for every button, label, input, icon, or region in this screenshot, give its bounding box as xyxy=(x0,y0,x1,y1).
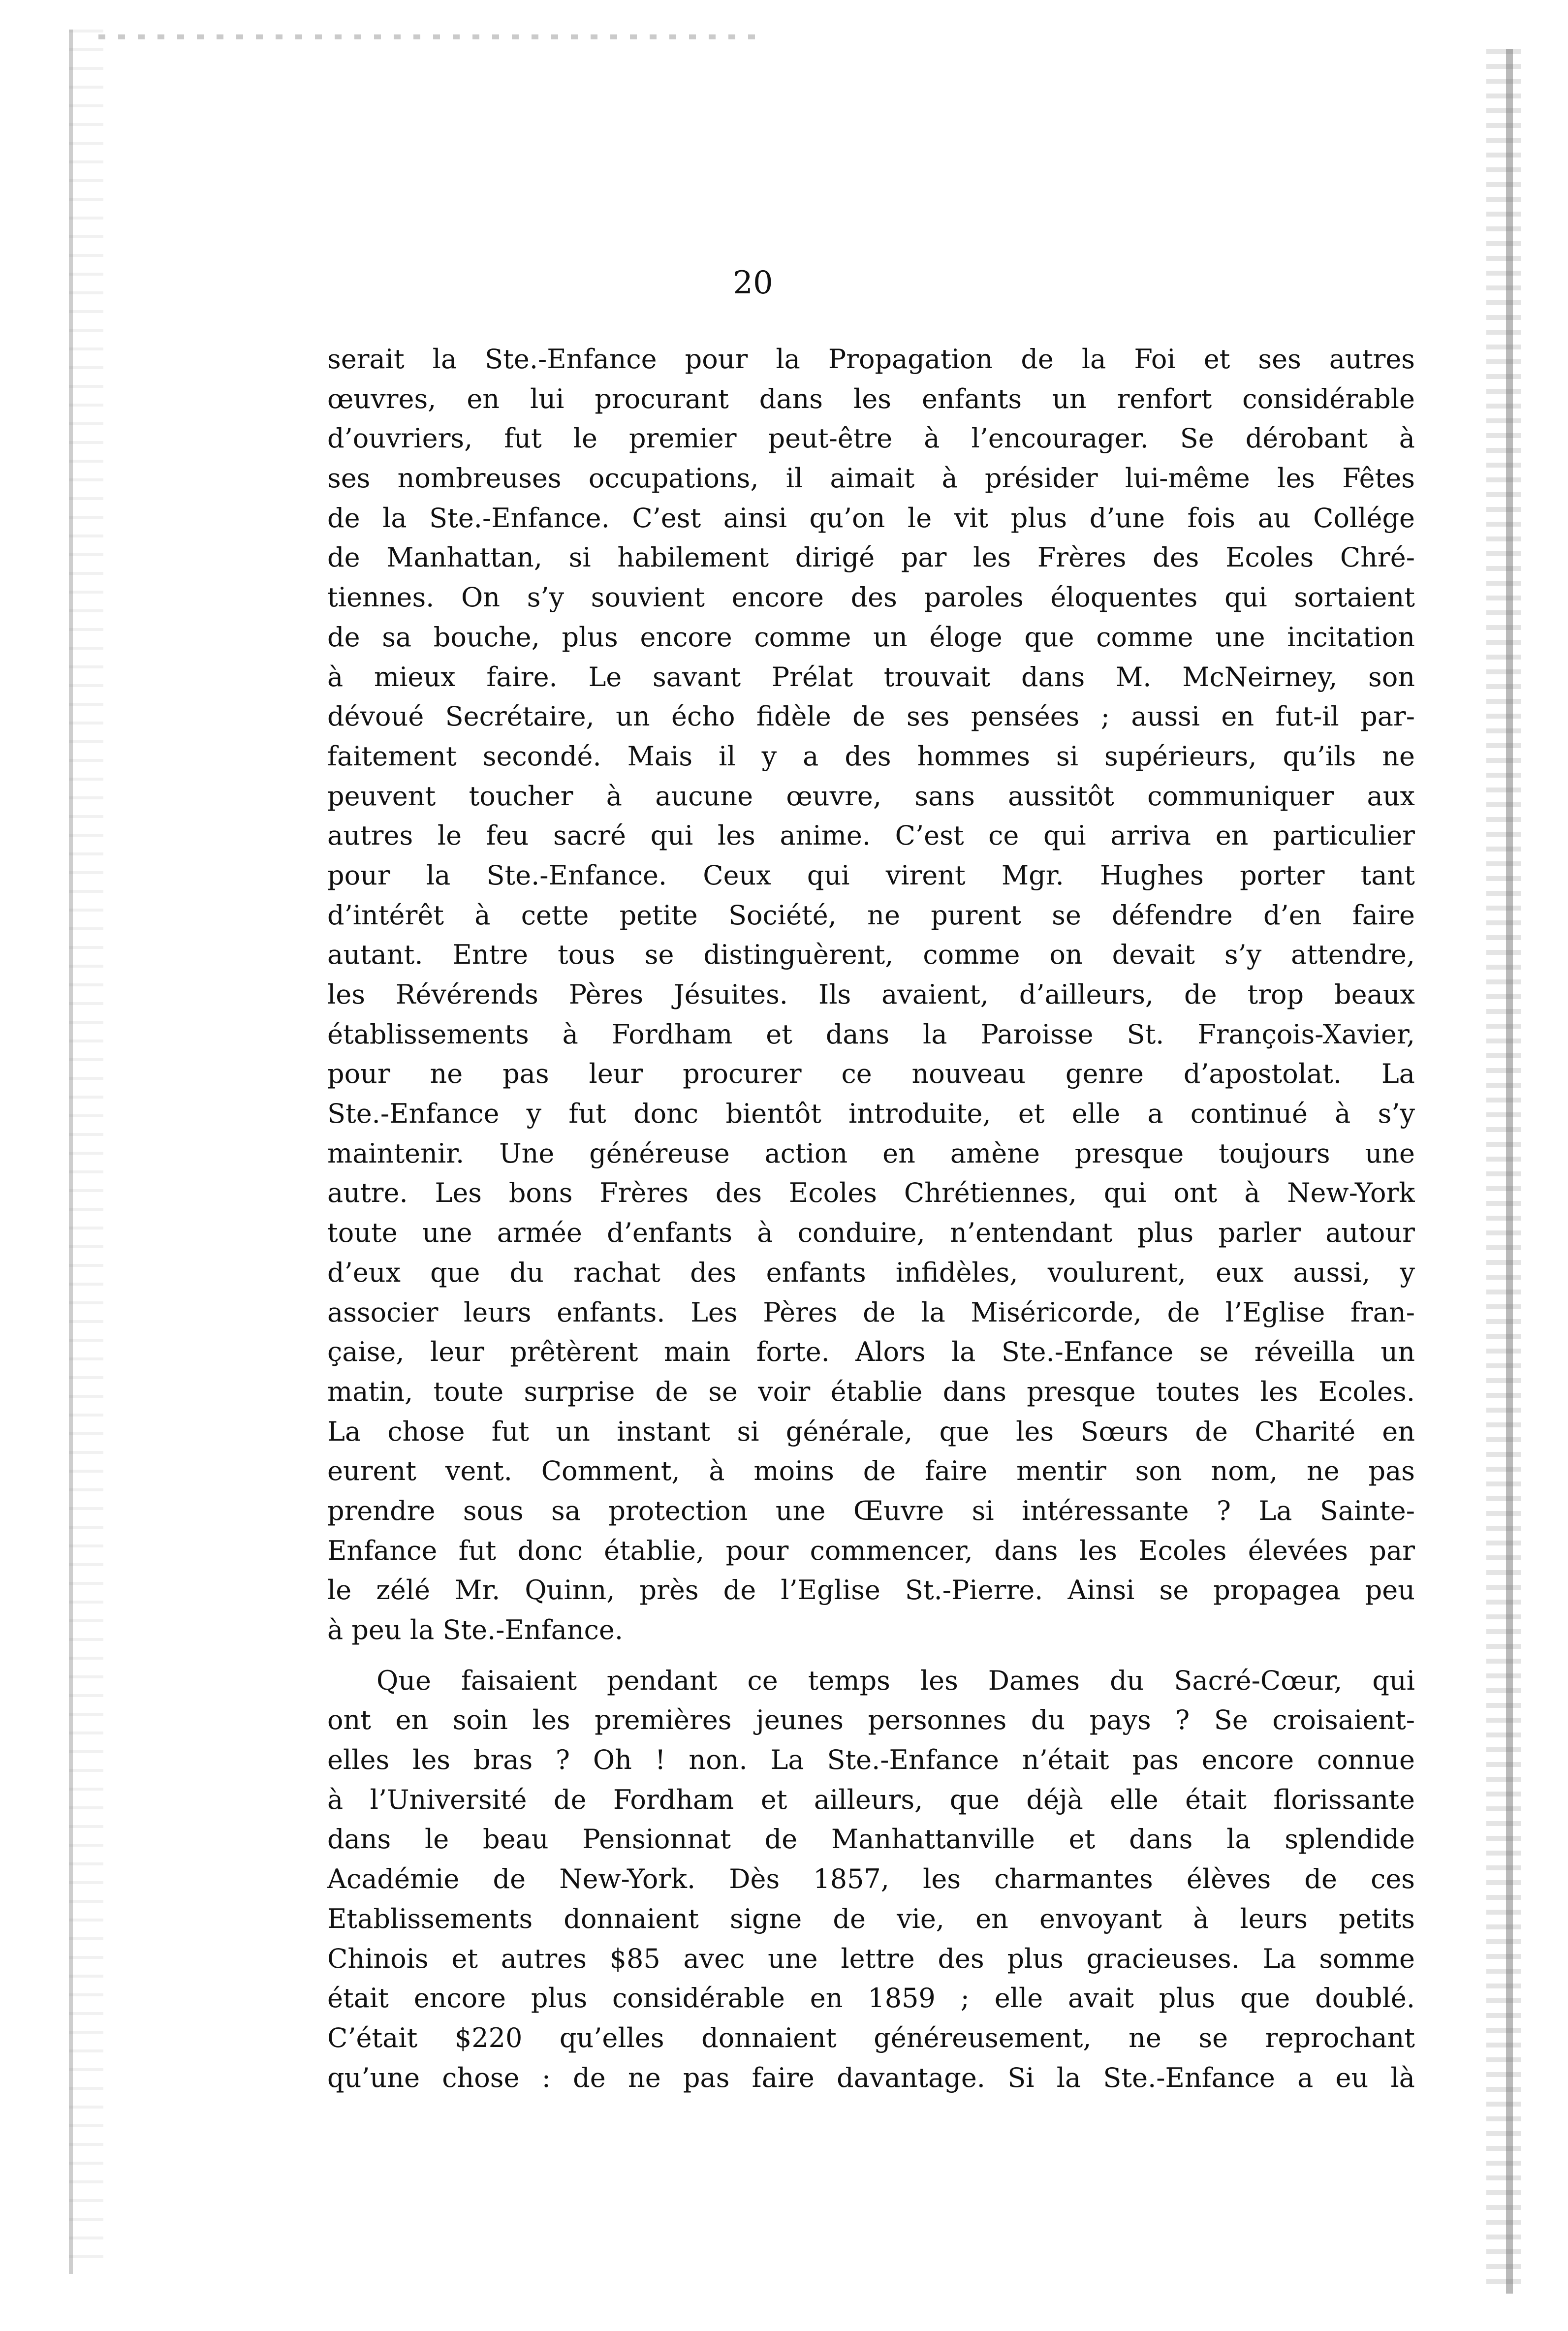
text-line: faitement secondé. Mais il y a des hommes si supérieurs, qu’ils ne xyxy=(327,740,1415,772)
text-line: qu’une chose : de ne pas faire davantage. Si la Ste.-Enfance a eu là xyxy=(327,2062,1415,2093)
text-line: Etablissements donnaient signe de vie, en envoyant à leurs petits xyxy=(327,1903,1415,1934)
text-line: Ste.-Enfance y fut donc bientôt introduite, et elle a continué à s’y xyxy=(327,1098,1415,1130)
text-line: autant. Entre tous se distinguèrent, comme on devait s’y attendre, xyxy=(327,939,1415,971)
text-line: pour ne pas leur procurer ce nouveau genre d’apostolat. La xyxy=(327,1058,1415,1090)
text-line: autres le feu sacré qui les anime. C’est ce qui arriva en particulier xyxy=(327,820,1415,851)
text-line: prendre sous sa protection une Œuvre si intéressante ? La Sainte- xyxy=(327,1495,1415,1526)
text-line: d’intérêt à cette petite Société, ne purent se défendre d’en faire xyxy=(327,899,1415,931)
scan-edge-top xyxy=(98,34,763,39)
text-line: dévoué Secrétaire, un écho fidèle de ses pensées ; aussi en fut-il par- xyxy=(327,701,1415,732)
text-line: de Manhattan, si habilement dirigé par les Frères des Ecoles Chré- xyxy=(327,542,1415,573)
text-line: eurent vent. Comment, à moins de faire mentir son nom, ne pas xyxy=(327,1455,1415,1487)
text-line: ont en soin les premières jeunes personnes du pays ? Se croisaient- xyxy=(327,1704,1415,1736)
text-line: d’eux que du rachat des enfants infidèles, voulurent, eux aussi, y xyxy=(327,1257,1415,1288)
text-line: Chinois et autres $85 avec une lettre des plus gracieuses. La somme xyxy=(327,1943,1415,1974)
text-line: de la Ste.-Enfance. C’est ainsi qu’on le vit plus d’une fois au Collége xyxy=(327,502,1415,534)
text-line: à mieux faire. Le savant Prélat trouvait dans M. McNeirney, son xyxy=(327,661,1415,693)
text-line: Que faisaient pendant ce temps les Dames du Sacré-Cœur, qui xyxy=(376,1665,1415,1696)
paragraph-1 xyxy=(327,340,1415,1650)
text-line: matin, toute surprise de se voir établie dans presque toutes les Ecoles. xyxy=(327,1376,1415,1407)
text-line: les Révérends Pères Jésuites. Ils avaient, d’ailleurs, de trop beaux xyxy=(327,979,1415,1010)
text-line: à peu la Ste.-Enfance. xyxy=(327,1614,624,1645)
text-line: œuvres, en lui procurant dans les enfants un renfort considérable xyxy=(327,383,1415,414)
text-line: C’était $220 qu’elles donnaient généreusement, ne se reprochant xyxy=(327,2022,1415,2053)
text-line: maintenir. Une généreuse action en amène presque toujours une xyxy=(327,1137,1415,1169)
text-line: de sa bouche, plus encore comme un éloge que comme une incitation xyxy=(327,621,1415,653)
text-line: serait la Ste.-Enfance pour la Propagation de la Foi et ses autres xyxy=(327,344,1415,375)
text-line: dans le beau Pensionnat de Manhattanville et dans la splendide xyxy=(327,1824,1415,1855)
text-line: Enfance fut donc établie, pour commencer, dans les Ecoles élevées par xyxy=(327,1535,1415,1566)
text-line: était encore plus considérable en 1859 ; elle avait plus que doublé. xyxy=(327,1983,1415,2014)
text-line: La chose fut un instant si générale, que les Sœurs de Charité en xyxy=(327,1416,1415,1447)
text-line: à l’Université de Fordham et ailleurs, que déjà elle était florissante xyxy=(327,1784,1415,1815)
paragraph-2 xyxy=(327,1661,1415,2098)
text-line: d’ouvriers, fut le premier peut-être à l’encourager. Se dérobant à xyxy=(327,423,1415,454)
text-line: tiennes. On s’y souvient encore des paroles éloquentes qui sortaient xyxy=(327,582,1415,613)
text-line: çaise, leur prêtèrent main forte. Alors la Ste.-Enfance se réveilla un xyxy=(327,1336,1415,1368)
body-text xyxy=(327,340,1415,2098)
page-number: 20 xyxy=(733,265,773,301)
text-line: elles les bras ? Oh ! non. La Ste.-Enfance n’était pas encore connue xyxy=(327,1744,1415,1776)
text-line: le zélé Mr. Quinn, près de l’Eglise St.-Pierre. Ainsi se propagea peu xyxy=(327,1575,1415,1606)
text-line: autre. Les bons Frères des Ecoles Chrétiennes, qui ont à New-York xyxy=(327,1177,1415,1209)
text-line: établissements à Fordham et dans la Paroisse St. François-Xavier, xyxy=(327,1018,1415,1050)
scan-edge-left xyxy=(69,30,103,2274)
text-line: pour la Ste.-Enfance. Ceux qui virent Mgr. Hughes porter tant xyxy=(327,859,1415,891)
text-line: peuvent toucher à aucune œuvre, sans aussitôt communiquer aux xyxy=(327,780,1415,812)
text-line: associer leurs enfants. Les Pères de la Miséricorde, de l’Eglise fran- xyxy=(327,1296,1415,1328)
text-line: toute une armée d’enfants à conduire, n’entendant plus parler autour xyxy=(327,1217,1415,1249)
text-line: ses nombreuses occupations, il aimait à présider lui-même les Fêtes xyxy=(327,463,1415,494)
text-line: Académie de New-York. Dès 1857, les charmantes élèves de ces xyxy=(327,1863,1415,1895)
scan-edge-right xyxy=(1486,49,1521,2294)
